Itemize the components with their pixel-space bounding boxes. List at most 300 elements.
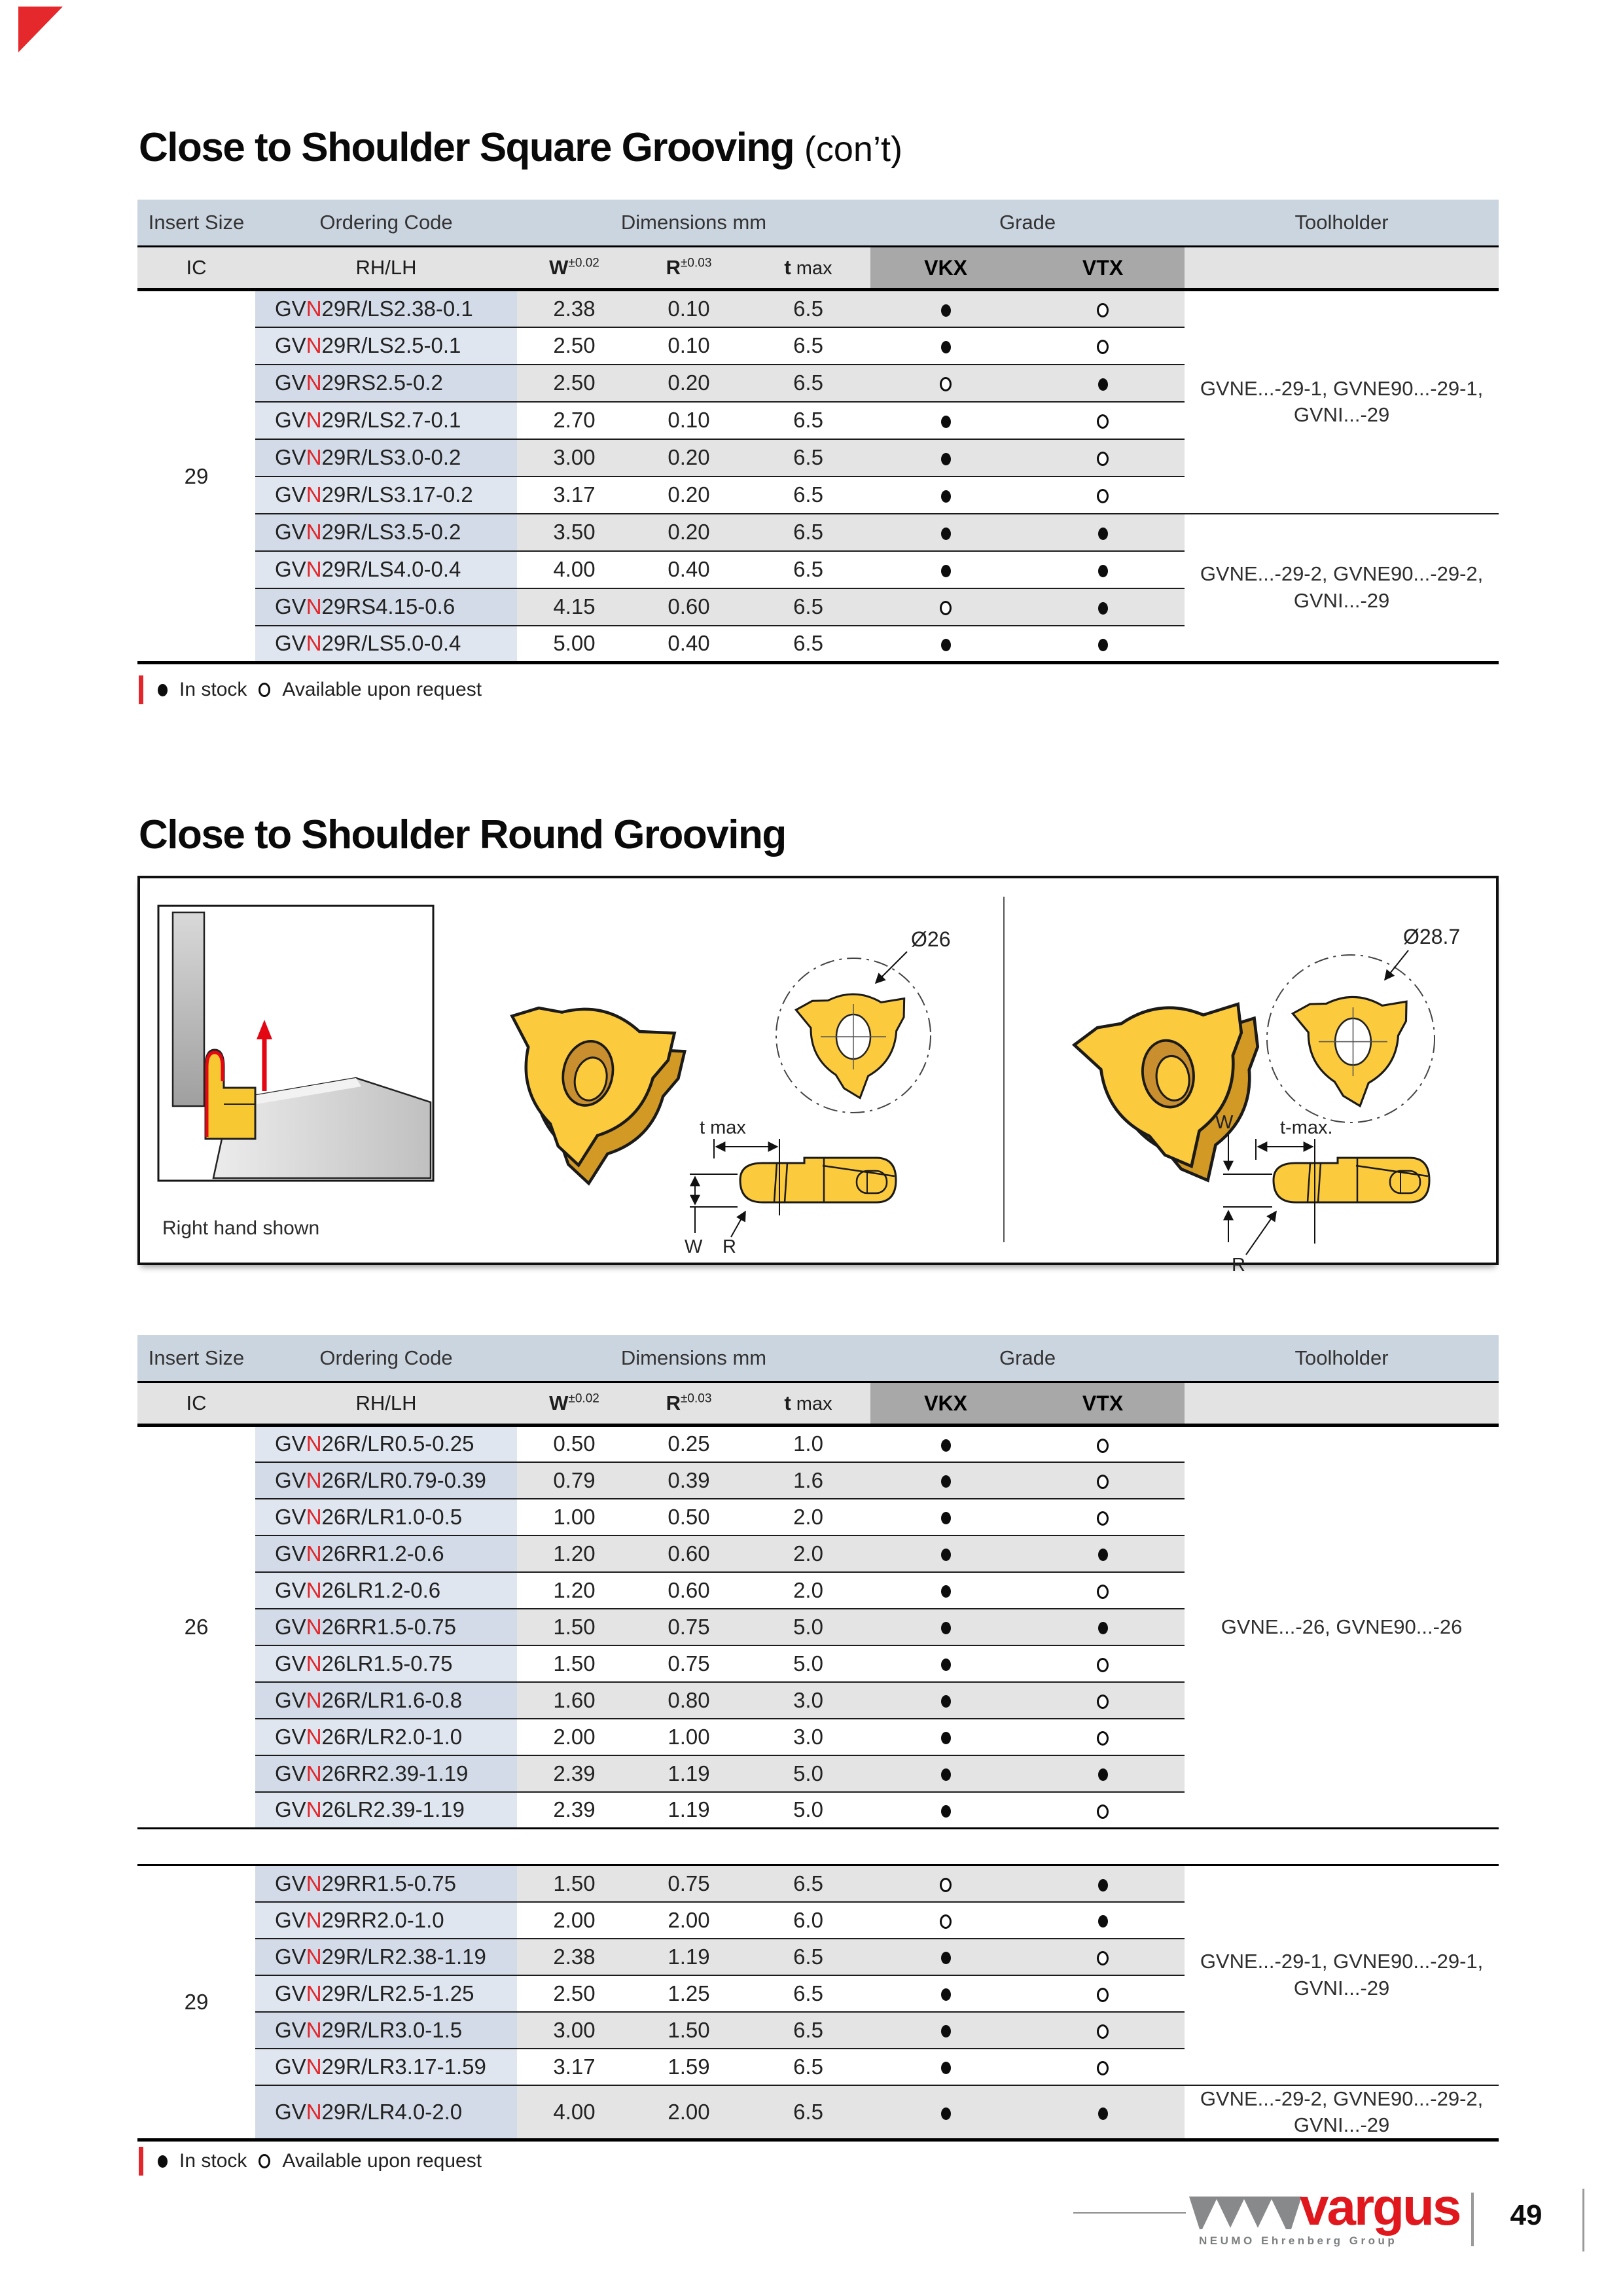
grade-vkx-cell	[870, 1975, 1021, 2012]
ordering-code-cell: GVN29R/LS2.5-0.1	[255, 327, 517, 365]
code-red-letter: N	[306, 520, 322, 544]
ordering-code-cell: GVN29R/LR3.17-1.59	[255, 2049, 517, 2085]
grade-vtx-cell	[1021, 1462, 1185, 1499]
stock-dot-open-icon	[1097, 1988, 1109, 2002]
subcol-tmax: t max	[746, 1382, 870, 1426]
ordering-code-cell: GVN29RR1.5-0.75	[255, 1865, 517, 1902]
col-toolholder: Toolholder	[1185, 1335, 1499, 1382]
grade-vtx-cell	[1021, 1902, 1185, 1939]
dimension-tmax-cell: 5.0	[746, 1755, 870, 1792]
code-red-letter: N	[306, 557, 322, 581]
table-row	[137, 290, 1499, 327]
dimension-r-cell: 1.50	[632, 2012, 746, 2049]
toolholder-cell: GVNE...-29-2, GVNE90...-29-2, GVNI...-29	[1185, 2085, 1499, 2140]
grade-vkx-cell	[870, 2049, 1021, 2085]
insert-3d-view-left	[482, 993, 690, 1197]
grade-vkx-cell	[870, 1499, 1021, 1535]
stock-dot-filled-icon	[941, 1805, 951, 1818]
code-red-letter: N	[306, 482, 322, 507]
toolholder-cell: GVNE...-29-1, GVNE90...-29-1, GVNI...-29	[1185, 290, 1499, 514]
ordering-code-cell: GVN29R/LS2.38-0.1	[255, 290, 517, 327]
grade-vkx-cell	[870, 1939, 1021, 1975]
stock-dot-filled-icon	[941, 341, 951, 353]
dimension-w-cell: 2.50	[517, 327, 632, 365]
section1-title	[139, 124, 902, 171]
dimension-tmax-cell: 6.5	[746, 2049, 870, 2085]
dimension-w-cell: 3.17	[517, 2049, 632, 2085]
ordering-code-cell: GVN29RS4.15-0.6	[255, 588, 517, 626]
col-insert-size: Insert Size	[137, 1335, 255, 1382]
subcol-r: $R^{\pm 0.03}$	[632, 1382, 746, 1426]
grade-vkx-cell	[870, 588, 1021, 626]
stock-dot-filled-icon	[941, 2025, 951, 2037]
grade-vtx-cell	[1021, 476, 1185, 514]
dimension-tmax-cell: 6.5	[746, 551, 870, 588]
in-stock-dot-icon	[158, 2155, 168, 2168]
dimension-w-cell: 2.00	[517, 1719, 632, 1755]
grade-vtx-cell	[1021, 2012, 1185, 2049]
ordering-code-cell: GVN29R/LR2.5-1.25	[255, 1975, 517, 2012]
grade-vkx-cell	[870, 327, 1021, 365]
dimension-r-cell: 0.10	[632, 327, 746, 365]
vargus-logo-subtitle: NEUMO Ehrenberg Group	[1199, 2234, 1398, 2247]
diagram-canvas	[140, 878, 1496, 1276]
ordering-code-cell: GVN29R/LS3.5-0.2	[255, 514, 517, 551]
dimension-r-cell: 1.59	[632, 2049, 746, 2085]
stock-dot-filled-icon	[1098, 1768, 1108, 1781]
subcol-vkx: VKX	[870, 247, 1021, 290]
stock-dot-filled-icon	[1098, 1879, 1108, 1892]
stock-dot-open-icon	[940, 1914, 952, 1929]
code-red-letter: N	[306, 1687, 322, 1712]
dimension-tmax-cell: 6.5	[746, 402, 870, 439]
dimension-r-cell: 0.75	[632, 1609, 746, 1645]
stock-dot-filled-icon	[941, 304, 951, 317]
subcol-rhlh: RH/LH	[255, 1382, 517, 1426]
ordering-code-cell: GVN26RR1.5-0.75	[255, 1609, 517, 1645]
ordering-code-cell: GVN26LR1.5-0.75	[255, 1645, 517, 1682]
vargus-logo-mark	[1186, 2194, 1304, 2232]
subcol-tmax: t max	[746, 247, 870, 290]
col-dimensions: Dimensions mm	[517, 1335, 870, 1382]
grade-vkx-cell	[870, 1609, 1021, 1645]
in-stock-label: In stock	[179, 679, 247, 700]
ordering-code-cell: GVN26R/LR1.6-0.8	[255, 1682, 517, 1719]
code-red-letter: N	[306, 1944, 322, 1969]
grade-vkx-cell	[870, 2085, 1021, 2140]
grade-vtx-cell	[1021, 327, 1185, 365]
subcol-toolholder-spacer	[1185, 1382, 1499, 1426]
grade-vtx-cell	[1021, 626, 1185, 663]
tmax-label-right: t-max.	[1280, 1117, 1333, 1138]
dimension-w-cell: 3.00	[517, 439, 632, 476]
dimension-r-cell: 0.20	[632, 365, 746, 402]
size-group-separator	[137, 1829, 1499, 1865]
stock-dot-open-icon	[1097, 1951, 1109, 1965]
dimension-tmax-cell: 2.0	[746, 1499, 870, 1535]
section1-title-suffix: (con’t)	[804, 130, 902, 169]
dimension-w-cell: 2.39	[517, 1792, 632, 1829]
grade-vtx-cell	[1021, 1682, 1185, 1719]
grade-vtx-cell	[1021, 2049, 1185, 2085]
grade-vkx-cell	[870, 1535, 1021, 1572]
table-header-row-1	[137, 200, 1499, 247]
stock-dot-filled-icon	[941, 1622, 951, 1634]
table-header-row-2	[137, 1382, 1499, 1426]
table-row	[137, 1865, 1499, 1902]
stock-dot-open-icon	[1097, 452, 1109, 466]
stock-dot-open-icon	[1097, 1475, 1109, 1489]
stock-dot-filled-icon	[941, 1439, 951, 1452]
dimension-r-cell: 0.25	[632, 1426, 746, 1462]
grade-vkx-cell	[870, 290, 1021, 327]
stock-dot-filled-icon	[941, 1549, 951, 1561]
dimension-r-cell: 0.60	[632, 1572, 746, 1609]
subcol-rhlh: RH/LH	[255, 247, 517, 290]
stock-dot-filled-icon	[941, 1659, 951, 1671]
code-red-letter: N	[306, 1577, 322, 1602]
stock-dot-filled-icon	[1098, 2108, 1108, 2120]
col-insert-size: Insert Size	[137, 200, 255, 247]
stock-dot-filled-icon	[941, 490, 951, 503]
dimension-w-cell: 2.50	[517, 365, 632, 402]
dimension-w-cell: 1.20	[517, 1535, 632, 1572]
stock-dot-filled-icon	[941, 1475, 951, 1488]
stock-dot-open-icon	[1097, 303, 1109, 317]
dimension-r-cell: 1.25	[632, 1975, 746, 2012]
ordering-code-cell: GVN26R/LR2.0-1.0	[255, 1719, 517, 1755]
dimension-r-cell: 1.19	[632, 1939, 746, 1975]
grade-vtx-cell	[1021, 1572, 1185, 1609]
tmax-label-left: t max	[700, 1117, 746, 1138]
dimension-tmax-cell: 5.0	[746, 1609, 870, 1645]
section1-title-main: Close to Shoulder Square Grooving	[139, 125, 794, 170]
grade-vtx-cell	[1021, 1609, 1185, 1645]
grade-vtx-cell	[1021, 2085, 1185, 2140]
stock-dot-open-icon	[1097, 1585, 1109, 1599]
grade-vtx-cell	[1021, 514, 1185, 551]
page-corner-marker	[18, 7, 63, 52]
vargus-logo-text: vargus	[1300, 2178, 1460, 2236]
dimension-w-cell: 3.00	[517, 2012, 632, 2049]
grade-vtx-cell	[1021, 1865, 1185, 1902]
subcol-vkx: VKX	[870, 1382, 1021, 1426]
subcol-ic: IC	[137, 1382, 255, 1426]
stock-dot-open-icon	[1097, 340, 1109, 354]
grade-vkx-cell	[870, 2012, 1021, 2049]
stock-dot-open-icon	[1097, 2061, 1109, 2075]
dimension-w-cell: 0.79	[517, 1462, 632, 1499]
ordering-code-cell: GVN29R/LR2.38-1.19	[255, 1939, 517, 1975]
available-label: Available upon request	[282, 2150, 482, 2172]
dimension-r-cell: 1.19	[632, 1755, 746, 1792]
stock-dot-filled-icon	[1098, 602, 1108, 615]
page-number: 49	[1510, 2199, 1543, 2231]
dimension-r-cell: 0.40	[632, 626, 746, 663]
grade-vkx-cell	[870, 626, 1021, 663]
machining-illustration	[158, 906, 433, 1181]
code-red-letter: N	[306, 1907, 322, 1932]
ordering-code-cell: GVN29R/LS3.17-0.2	[255, 476, 517, 514]
dimension-r-cell: 0.75	[632, 1645, 746, 1682]
dimension-w-cell: 1.20	[517, 1572, 632, 1609]
dimension-tmax-cell: 6.5	[746, 2085, 870, 2140]
code-red-letter: N	[306, 594, 322, 619]
grade-vtx-cell	[1021, 551, 1185, 588]
ordering-code-cell: GVN29RR2.0-1.0	[255, 1902, 517, 1939]
ordering-code-cell: GVN26R/LR0.5-0.25	[255, 1426, 517, 1462]
code-red-letter: N	[306, 1431, 322, 1456]
stock-dot-open-icon	[940, 601, 952, 615]
grade-vkx-cell	[870, 1462, 1021, 1499]
col-ordering-code: Ordering Code	[255, 200, 517, 247]
stock-dot-filled-icon	[941, 1585, 951, 1598]
stock-dot-open-icon	[1097, 1511, 1109, 1526]
ordering-code-cell: GVN26LR1.2-0.6	[255, 1572, 517, 1609]
table-header-row-2	[137, 247, 1499, 290]
dimension-w-cell: 1.60	[517, 1682, 632, 1719]
insert-front-view-right	[1267, 925, 1460, 1122]
code-red-letter: N	[306, 408, 322, 432]
available-label: Available upon request	[282, 679, 482, 700]
dimension-r-cell: 2.00	[632, 2085, 746, 2140]
ordering-code-cell: GVN29R/LR4.0-2.0	[255, 2085, 517, 2140]
grade-vtx-cell	[1021, 1792, 1185, 1829]
subcol-r: $R^{\pm 0.03}$	[632, 247, 746, 290]
dimension-r-cell: 1.00	[632, 1719, 746, 1755]
subcol-toolholder-spacer	[1185, 247, 1499, 290]
dimension-w-cell: 5.00	[517, 626, 632, 663]
stock-dot-open-icon	[1097, 1804, 1109, 1819]
dimension-w-cell: 2.38	[517, 290, 632, 327]
dimension-tmax-cell: 6.5	[746, 626, 870, 663]
dimension-tmax-cell: 6.5	[746, 327, 870, 365]
code-red-letter: N	[306, 1981, 322, 2005]
dimension-tmax-cell: 1.6	[746, 1462, 870, 1499]
dimension-w-cell: 2.00	[517, 1902, 632, 1939]
insert-side-view-left	[685, 1117, 896, 1257]
dimension-w-cell: 2.38	[517, 1939, 632, 1975]
dimension-w-cell: 1.50	[517, 1645, 632, 1682]
grade-vtx-cell	[1021, 1755, 1185, 1792]
in-stock-label: In stock	[179, 2150, 247, 2172]
code-red-letter: N	[306, 1614, 322, 1639]
dimension-w-cell: 3.17	[517, 476, 632, 514]
grade-vtx-cell	[1021, 1939, 1185, 1975]
insert-size-cell: 29	[137, 1865, 255, 2140]
dimension-r-cell: 0.40	[632, 551, 746, 588]
dimension-tmax-cell: 6.5	[746, 290, 870, 327]
dimension-tmax-cell: 6.5	[746, 514, 870, 551]
subcol-vtx: VTX	[1021, 247, 1185, 290]
w-label-left: W	[685, 1236, 703, 1257]
dimension-r-cell: 0.60	[632, 588, 746, 626]
ordering-code-cell: GVN26RR1.2-0.6	[255, 1535, 517, 1572]
dimension-w-cell: 1.50	[517, 1865, 632, 1902]
grade-vkx-cell	[870, 476, 1021, 514]
grade-vkx-cell	[870, 439, 1021, 476]
stock-dot-filled-icon	[1098, 565, 1108, 577]
ordering-code-cell: GVN26R/LR0.79-0.39	[255, 1462, 517, 1499]
stock-dot-open-icon	[1097, 2024, 1109, 2039]
grade-vkx-cell	[870, 1755, 1021, 1792]
in-stock-dot-icon	[158, 684, 168, 696]
code-red-letter: N	[306, 1871, 322, 1895]
ordering-code-cell: GVN26R/LR1.0-0.5	[255, 1499, 517, 1535]
stock-dot-open-icon	[1097, 1439, 1109, 1453]
ordering-code-cell: GVN29R/LS2.7-0.1	[255, 402, 517, 439]
grade-vkx-cell	[870, 365, 1021, 402]
stock-legend-2	[139, 2147, 482, 2176]
dimension-r-cell: 0.80	[632, 1682, 746, 1719]
stock-dot-filled-icon	[1098, 1622, 1108, 1634]
grade-vkx-cell	[870, 514, 1021, 551]
diameter-label-right: Ø28.7	[1403, 925, 1461, 948]
stock-dot-filled-icon	[941, 639, 951, 651]
grade-vkx-cell	[870, 1682, 1021, 1719]
round-grooving-table	[137, 1335, 1499, 2142]
available-dot-icon	[259, 683, 270, 697]
col-ordering-code: Ordering Code	[255, 1335, 517, 1382]
toolholder-cell: GVNE...-29-2, GVNE90...-29-2, GVNI...-29	[1185, 514, 1499, 663]
ordering-code-cell: GVN29R/LS4.0-0.4	[255, 551, 517, 588]
dimension-w-cell: 2.39	[517, 1755, 632, 1792]
stock-dot-filled-icon	[941, 528, 951, 540]
dimension-tmax-cell: 2.0	[746, 1535, 870, 1572]
grade-vkx-cell	[870, 1572, 1021, 1609]
dimension-r-cell: 1.19	[632, 1792, 746, 1829]
table-row	[137, 514, 1499, 551]
diameter-label-left: Ø26	[911, 927, 951, 951]
col-grade: Grade	[870, 1335, 1185, 1382]
dimension-r-cell: 0.39	[632, 1462, 746, 1499]
grade-vtx-cell	[1021, 588, 1185, 626]
r-label-right: R	[1232, 1255, 1245, 1276]
subcol-ic: IC	[137, 247, 255, 290]
dimension-w-cell: 2.50	[517, 1975, 632, 2012]
grade-vkx-cell	[870, 1719, 1021, 1755]
grade-vkx-cell	[870, 402, 1021, 439]
insert-size-cell: 29	[137, 290, 255, 663]
w-label-right: W	[1215, 1112, 1234, 1133]
col-toolholder: Toolholder	[1185, 200, 1499, 247]
ordering-code-cell: GVN29R/LS5.0-0.4	[255, 626, 517, 663]
table-row	[137, 1426, 1499, 1462]
stock-dot-filled-icon	[941, 565, 951, 577]
code-red-letter: N	[306, 296, 322, 321]
stock-dot-filled-icon	[1098, 1915, 1108, 1928]
dimension-w-cell: 4.00	[517, 551, 632, 588]
insert-3d-view-right	[1071, 996, 1275, 1196]
dimension-tmax-cell: 6.5	[746, 1939, 870, 1975]
grade-vtx-cell	[1021, 290, 1185, 327]
dimension-w-cell: 4.00	[517, 2085, 632, 2140]
stock-legend	[139, 675, 482, 704]
dimension-tmax-cell: 6.5	[746, 476, 870, 514]
dimension-tmax-cell: 6.0	[746, 1902, 870, 1939]
insert-front-view-left	[776, 927, 950, 1113]
grade-vkx-cell	[870, 1792, 1021, 1829]
grade-vtx-cell	[1021, 1426, 1185, 1462]
dimension-tmax-cell: 6.5	[746, 1975, 870, 2012]
dimension-r-cell: 0.20	[632, 439, 746, 476]
dimension-w-cell: 4.15	[517, 588, 632, 626]
col-dimensions: Dimensions mm	[517, 200, 870, 247]
legend-accent-bar	[139, 2147, 143, 2176]
grade-vkx-cell	[870, 1426, 1021, 1462]
stock-dot-filled-icon	[941, 1952, 951, 1964]
subcol-vtx: VTX	[1021, 1382, 1185, 1426]
stock-dot-open-icon	[1097, 1658, 1109, 1672]
stock-dot-open-icon	[1097, 1731, 1109, 1746]
code-red-letter: N	[306, 1467, 322, 1492]
insert-side-view-right	[1215, 1112, 1429, 1276]
stock-dot-filled-icon	[941, 1768, 951, 1781]
dimension-r-cell: 0.20	[632, 514, 746, 551]
diagram-caption: Right hand shown	[162, 1217, 320, 1239]
round-grooving-diagram	[137, 876, 1499, 1276]
stock-dot-filled-icon	[1098, 378, 1108, 391]
square-grooving-table	[137, 200, 1499, 664]
grade-vkx-cell	[870, 551, 1021, 588]
stock-dot-filled-icon	[941, 1695, 951, 1708]
table-row	[137, 2085, 1499, 2140]
dimension-tmax-cell: 6.5	[746, 439, 870, 476]
stock-dot-open-icon	[1097, 1695, 1109, 1709]
ordering-code-cell: GVN29R/LS3.0-0.2	[255, 439, 517, 476]
footer-edge-divider	[1582, 2189, 1584, 2251]
r-label-left: R	[722, 1236, 736, 1257]
grade-vkx-cell	[870, 1645, 1021, 1682]
code-red-letter: N	[306, 631, 322, 656]
dimension-tmax-cell: 2.0	[746, 1572, 870, 1609]
table-header-row-1	[137, 1335, 1499, 1382]
dimension-tmax-cell: 5.0	[746, 1645, 870, 1682]
dimension-tmax-cell: 5.0	[746, 1792, 870, 1829]
stock-dot-open-icon	[1097, 489, 1109, 503]
separator-cell	[137, 1829, 1499, 1865]
dimension-tmax-cell: 6.5	[746, 365, 870, 402]
dimension-w-cell: 0.50	[517, 1426, 632, 1462]
code-red-letter: N	[306, 1651, 322, 1676]
dimension-r-cell: 0.50	[632, 1499, 746, 1535]
footer-divider	[1471, 2193, 1474, 2246]
dimension-tmax-cell: 6.5	[746, 2012, 870, 2049]
dimension-r-cell: 2.00	[632, 1902, 746, 1939]
code-red-letter: N	[306, 2017, 322, 2042]
stock-dot-filled-icon	[941, 2108, 951, 2120]
grade-vtx-cell	[1021, 1645, 1185, 1682]
code-red-letter: N	[306, 1504, 322, 1529]
dimension-r-cell: 0.10	[632, 290, 746, 327]
dimension-tmax-cell: 6.5	[746, 588, 870, 626]
dimension-r-cell: 0.75	[632, 1865, 746, 1902]
subcol-w: $W^{\pm 0.02}$	[517, 247, 632, 290]
dimension-tmax-cell: 6.5	[746, 1865, 870, 1902]
grade-vkx-cell	[870, 1865, 1021, 1902]
code-red-letter: N	[306, 370, 322, 395]
dimension-w-cell: 1.00	[517, 1499, 632, 1535]
ordering-code-cell: GVN26RR2.39-1.19	[255, 1755, 517, 1792]
dimension-tmax-cell: 3.0	[746, 1719, 870, 1755]
code-red-letter: N	[306, 445, 322, 469]
grade-vtx-cell	[1021, 365, 1185, 402]
stock-dot-filled-icon	[941, 416, 951, 428]
stock-dot-filled-icon	[941, 1988, 951, 2001]
subcol-w: $W^{\pm 0.02}$	[517, 1382, 632, 1426]
dimension-r-cell: 0.10	[632, 402, 746, 439]
dimension-tmax-cell: 3.0	[746, 1682, 870, 1719]
